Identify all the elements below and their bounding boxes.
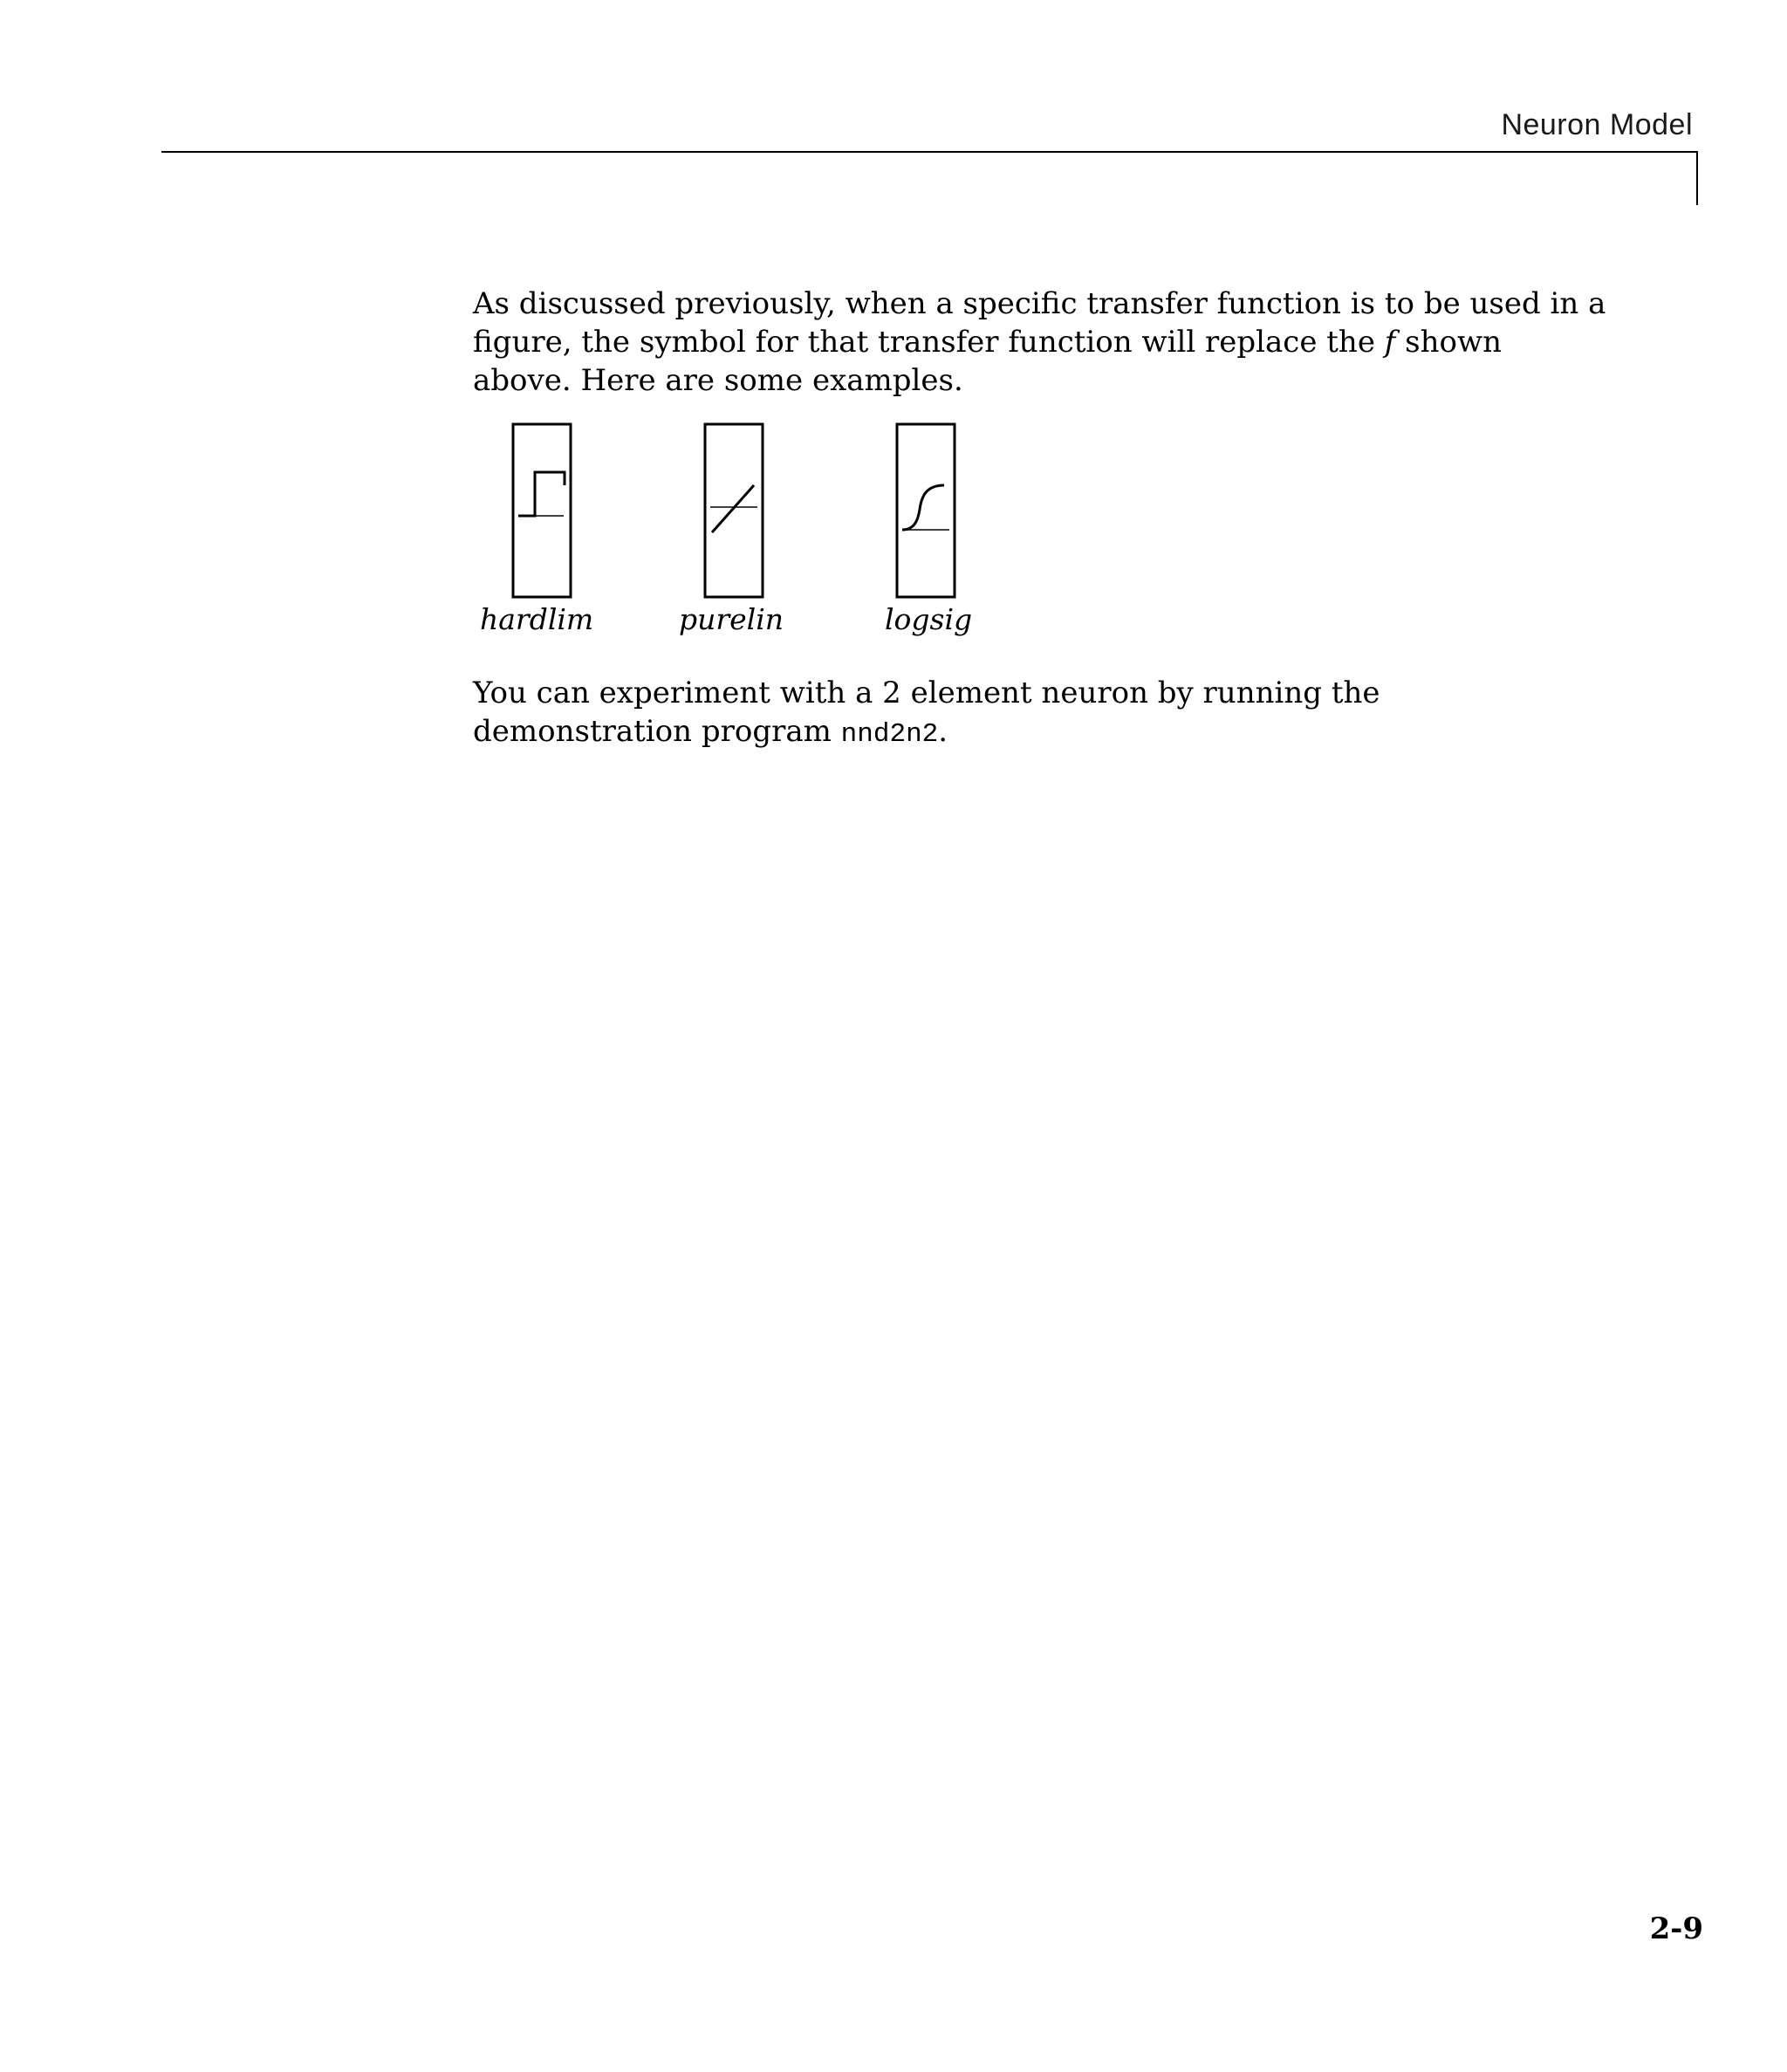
symbol-label-logsig: logsig [885,602,973,636]
symbol-purelin [663,422,820,649]
demo-text-part1: You can experiment with a 2 element neuron by running the demonstration program [473,676,1380,749]
demo-text-part2: . [938,714,948,749]
page-number: 2-9 [1649,1911,1703,1946]
intro-text-part1: As discussed previously, when a specific transfer function is to be used in a figure, the symbol for that transfer function will replace the [473,286,1606,360]
running-header: Neuron Model [1501,108,1693,141]
purelin-linear-icon [703,422,764,599]
function-symbol-f: f [1384,325,1396,360]
header-rule-tick [1696,151,1698,205]
symbol-hardlim [471,422,628,649]
symbol-label-hardlim: hardlim [480,602,594,636]
hardlim-step-icon [511,422,572,599]
intro-paragraph [473,285,1607,400]
transfer-function-symbols [471,422,1012,649]
header-rule [161,151,1697,153]
symbol-logsig [855,422,1012,649]
symbol-label-purelin: purelin [679,602,784,636]
demo-paragraph [473,674,1607,754]
logsig-sigmoid-icon [895,422,956,599]
demo-program-code: nnd2n2 [840,719,939,750]
intro-text-part2: shown above. Here are some examples. [473,325,1502,398]
